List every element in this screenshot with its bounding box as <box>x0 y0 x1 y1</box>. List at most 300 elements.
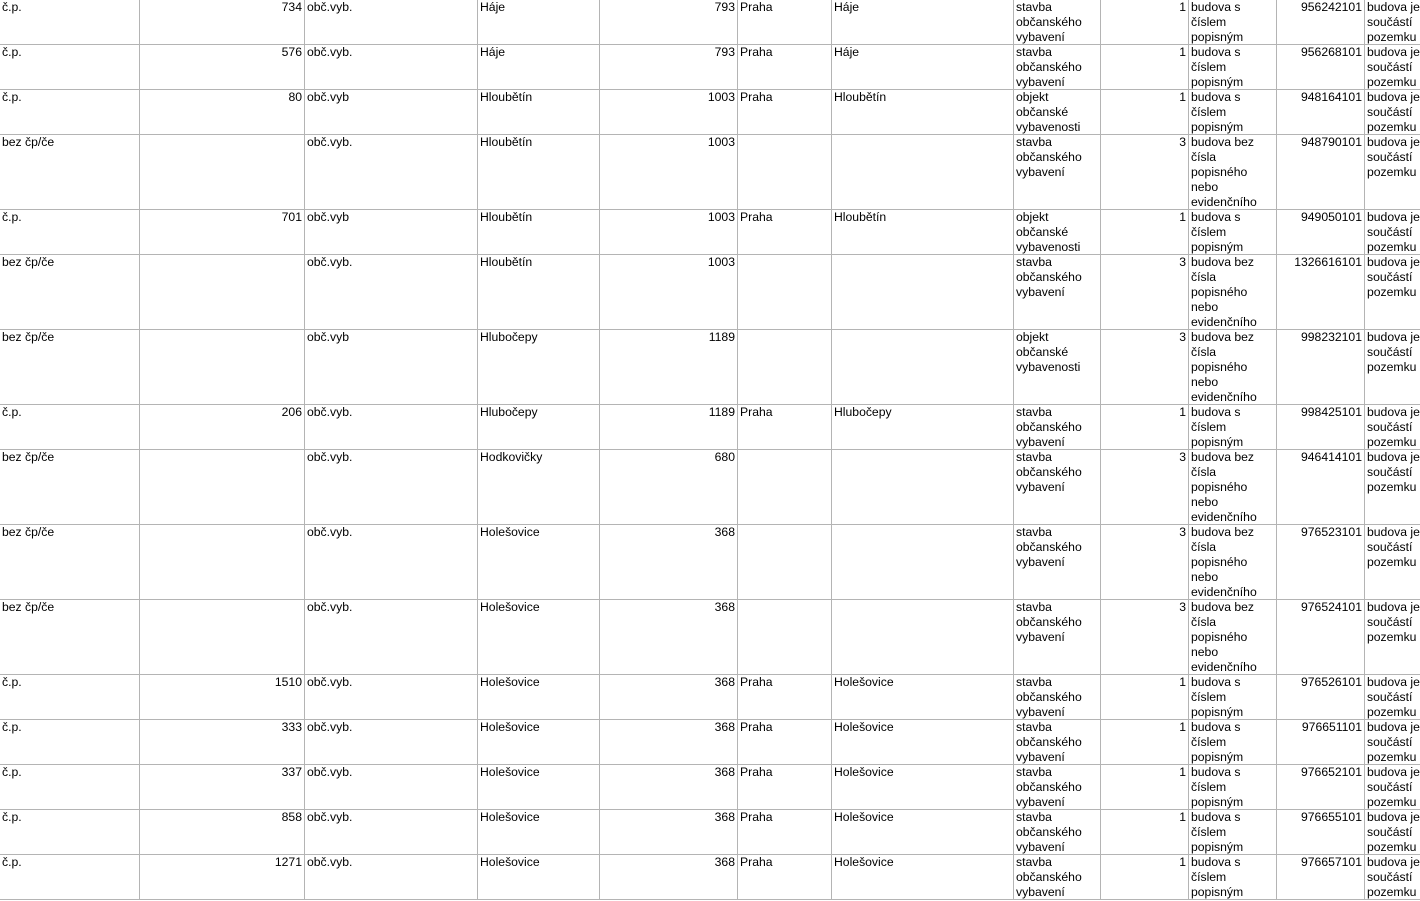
cell-type-code[interactable] <box>1101 525 1189 600</box>
cell-note[interactable] <box>1365 45 1420 90</box>
cell-usage-description[interactable] <box>1014 330 1101 405</box>
cell-building-type-text: bez čp/če <box>2 330 55 344</box>
cell-municipality[interactable] <box>738 405 832 450</box>
cell-building-code-text: 956242101 <box>1300 0 1362 14</box>
cell-type-code[interactable] <box>1101 450 1189 525</box>
cell-district-code-text: 368 <box>714 600 735 614</box>
cell-building-code-text: 949050101 <box>1300 210 1362 224</box>
cell-building-type[interactable] <box>0 720 140 765</box>
cell-note[interactable] <box>1365 765 1420 810</box>
cell-usage-short[interactable] <box>305 810 478 855</box>
cell-municipality[interactable] <box>738 810 832 855</box>
cell-district-name[interactable] <box>832 720 1014 765</box>
cell-note[interactable] <box>1365 720 1420 765</box>
cell-building-type[interactable] <box>0 450 140 525</box>
cell-building-code[interactable] <box>1277 600 1365 675</box>
cell-district-text: Holešovice <box>480 855 540 869</box>
cell-building-kind-text: budova s číslem popisným <box>1191 765 1244 809</box>
cell-type-code[interactable] <box>1101 600 1189 675</box>
cell-building-type[interactable] <box>0 135 140 210</box>
cell-building-code[interactable] <box>1277 90 1365 135</box>
cell-usage-short[interactable] <box>305 405 478 450</box>
cell-usage-description-text: stavba občanského vybavení <box>1016 855 1082 899</box>
cell-district-name-text: Hloubětín <box>834 210 887 224</box>
cell-district-code[interactable] <box>600 45 738 90</box>
cell-building-type-text: bez čp/če <box>2 600 55 614</box>
cell-type-code-text: 1 <box>1179 90 1186 104</box>
cell-building-code-text: 998232101 <box>1300 330 1362 344</box>
cell-district-name[interactable] <box>832 855 1014 900</box>
cell-municipality-text: Praha <box>740 810 773 824</box>
cell-district-name[interactable] <box>832 765 1014 810</box>
cell-municipality[interactable] <box>738 90 832 135</box>
cell-usage-description[interactable] <box>1014 135 1101 210</box>
cell-note-text: budova je součástí pozemku <box>1367 90 1420 134</box>
cell-district-name-text: Holešovice <box>834 675 894 689</box>
cell-municipality[interactable] <box>738 210 832 255</box>
cell-house-number[interactable] <box>140 45 305 90</box>
cell-usage-short[interactable] <box>305 855 478 900</box>
cell-usage-description[interactable] <box>1014 525 1101 600</box>
cell-district-code[interactable] <box>600 330 738 405</box>
cell-municipality[interactable] <box>738 765 832 810</box>
cell-note[interactable] <box>1365 135 1420 210</box>
cell-municipality[interactable] <box>738 675 832 720</box>
cell-building-kind[interactable] <box>1189 0 1277 45</box>
cell-district-code-text: 1003 <box>707 255 735 269</box>
cell-type-code[interactable] <box>1101 255 1189 330</box>
cell-building-type[interactable] <box>0 255 140 330</box>
cell-house-number-text: 576 <box>281 45 302 59</box>
cell-district-name[interactable] <box>832 0 1014 45</box>
cell-building-kind[interactable] <box>1189 405 1277 450</box>
cell-note[interactable] <box>1365 810 1420 855</box>
cell-building-kind[interactable] <box>1189 450 1277 525</box>
cell-building-type-text: č.p. <box>2 855 22 869</box>
cell-type-code[interactable] <box>1101 810 1189 855</box>
cell-note-text: budova je součástí pozemku <box>1367 675 1420 719</box>
cell-building-kind[interactable] <box>1189 90 1277 135</box>
cell-district-name[interactable] <box>832 210 1014 255</box>
cell-type-code[interactable] <box>1101 210 1189 255</box>
cell-house-number[interactable] <box>140 810 305 855</box>
cell-house-number-text <box>142 330 302 404</box>
cell-usage-short[interactable] <box>305 255 478 330</box>
cell-usage-short[interactable] <box>305 90 478 135</box>
cell-usage-description-text: stavba občanského vybavení <box>1016 405 1082 449</box>
cell-building-type[interactable] <box>0 0 140 45</box>
cell-type-code[interactable] <box>1101 765 1189 810</box>
cell-district-text: Háje <box>480 0 506 14</box>
cell-building-type[interactable] <box>0 810 140 855</box>
cell-district-name[interactable] <box>832 405 1014 450</box>
cell-note-text: budova je součástí pozemku <box>1367 45 1420 89</box>
cell-usage-description[interactable] <box>1014 210 1101 255</box>
cell-district-name[interactable] <box>832 600 1014 675</box>
cell-building-kind[interactable] <box>1189 855 1277 900</box>
cell-municipality[interactable] <box>738 330 832 405</box>
cell-building-code[interactable] <box>1277 45 1365 90</box>
cell-district[interactable] <box>478 600 600 675</box>
cell-house-number[interactable] <box>140 330 305 405</box>
cell-note-text: budova je součástí pozemku <box>1367 765 1420 809</box>
cell-building-kind-text: budova bez čísla popisného nebo evidenčního <box>1191 135 1257 209</box>
cell-district[interactable] <box>478 765 600 810</box>
cell-building-type[interactable] <box>0 45 140 90</box>
cell-municipality[interactable] <box>738 525 832 600</box>
cell-house-number[interactable] <box>140 90 305 135</box>
cell-type-code[interactable] <box>1101 330 1189 405</box>
cell-usage-description-text: stavba občanského vybavení <box>1016 525 1082 569</box>
cell-type-code[interactable] <box>1101 135 1189 210</box>
cell-building-type-text: č.p. <box>2 0 22 14</box>
cell-usage-description[interactable] <box>1014 765 1101 810</box>
cell-usage-description-text: objekt občanské vybavenosti <box>1016 90 1081 134</box>
cell-municipality-text <box>740 255 829 329</box>
cell-building-kind-text: budova bez čísla popisného nebo evidenčního <box>1191 330 1257 404</box>
cell-note[interactable] <box>1365 675 1420 720</box>
cell-note[interactable] <box>1365 0 1420 45</box>
cell-usage-description-text: stavba občanského vybavení <box>1016 255 1082 299</box>
cell-district[interactable] <box>478 855 600 900</box>
cell-district-code[interactable] <box>600 720 738 765</box>
cell-district-code[interactable] <box>600 135 738 210</box>
cell-usage-description[interactable] <box>1014 720 1101 765</box>
cell-district-name[interactable] <box>832 255 1014 330</box>
cell-usage-short[interactable] <box>305 45 478 90</box>
cell-district-code[interactable] <box>600 0 738 45</box>
cell-district-name[interactable] <box>832 450 1014 525</box>
cell-building-code[interactable] <box>1277 525 1365 600</box>
cell-usage-short-text: obč.vyb. <box>307 255 353 269</box>
cell-municipality[interactable] <box>738 450 832 525</box>
cell-building-code[interactable] <box>1277 675 1365 720</box>
cell-house-number-text <box>142 135 302 209</box>
cell-type-code-text: 1 <box>1179 720 1186 734</box>
cell-usage-short[interactable] <box>305 450 478 525</box>
cell-usage-description-text: stavba občanského vybavení <box>1016 675 1082 719</box>
cell-building-code[interactable] <box>1277 210 1365 255</box>
cell-district[interactable] <box>478 255 600 330</box>
cell-district-code-text: 1189 <box>708 330 735 344</box>
cell-district-code-text: 1189 <box>708 405 735 419</box>
cell-district-text: Hloubětín <box>480 90 533 104</box>
cell-building-type[interactable] <box>0 855 140 900</box>
cell-usage-description[interactable] <box>1014 0 1101 45</box>
cell-usage-short[interactable] <box>305 600 478 675</box>
cell-type-code-text: 1 <box>1179 210 1186 224</box>
cell-municipality-text <box>740 450 829 524</box>
cell-usage-short[interactable] <box>305 525 478 600</box>
cell-building-kind[interactable] <box>1189 675 1277 720</box>
cell-building-code-text: 946414101 <box>1300 450 1362 464</box>
cell-usage-description[interactable] <box>1014 855 1101 900</box>
cell-district[interactable] <box>478 0 600 45</box>
cell-usage-description-text: stavba občanského vybavení <box>1016 720 1082 764</box>
cell-house-number[interactable] <box>140 765 305 810</box>
cell-building-code-text: 998425101 <box>1300 405 1362 419</box>
cell-usage-short-text: obč.vyb. <box>307 675 353 689</box>
cell-building-kind[interactable] <box>1189 255 1277 330</box>
cell-district[interactable] <box>478 45 600 90</box>
cell-type-code[interactable] <box>1101 90 1189 135</box>
cell-usage-description[interactable] <box>1014 255 1101 330</box>
cell-usage-description-text: stavba občanského vybavení <box>1016 810 1082 854</box>
cell-district-code[interactable] <box>600 600 738 675</box>
cell-note-text: budova je součástí pozemku <box>1367 330 1420 374</box>
cell-district-name-text: Holešovice <box>834 810 894 824</box>
table-row <box>0 255 1420 330</box>
cell-district[interactable] <box>478 135 600 210</box>
cell-note[interactable] <box>1365 405 1420 450</box>
cell-district[interactable] <box>478 525 600 600</box>
cell-note[interactable] <box>1365 600 1420 675</box>
cell-building-type[interactable] <box>0 765 140 810</box>
cell-note[interactable] <box>1365 255 1420 330</box>
cell-district[interactable] <box>478 210 600 255</box>
cell-house-number-text: 337 <box>281 765 302 779</box>
table-row <box>0 0 1420 45</box>
cell-district-name[interactable] <box>832 675 1014 720</box>
cell-building-kind[interactable] <box>1189 525 1277 600</box>
cell-building-kind[interactable] <box>1189 810 1277 855</box>
cell-type-code-text: 1 <box>1179 45 1186 59</box>
cell-building-type-text: č.p. <box>2 675 22 689</box>
cell-district-code-text: 793 <box>714 45 735 59</box>
cell-usage-short[interactable] <box>305 720 478 765</box>
cell-house-number-text <box>142 450 302 524</box>
cell-usage-short-text: obč.vyb. <box>307 405 353 419</box>
cell-municipality-text: Praha <box>740 45 773 59</box>
cell-building-type[interactable] <box>0 330 140 405</box>
cell-district[interactable] <box>478 810 600 855</box>
cell-building-code[interactable] <box>1277 255 1365 330</box>
cell-building-code[interactable] <box>1277 135 1365 210</box>
cell-municipality-text: Praha <box>740 90 773 104</box>
cell-district-name[interactable] <box>832 45 1014 90</box>
cell-building-kind[interactable] <box>1189 330 1277 405</box>
cell-type-code-text: 3 <box>1179 600 1186 614</box>
cell-building-type[interactable] <box>0 210 140 255</box>
cell-usage-description[interactable] <box>1014 600 1101 675</box>
cell-municipality[interactable] <box>738 720 832 765</box>
cell-note[interactable] <box>1365 450 1420 525</box>
cell-district-code[interactable] <box>600 405 738 450</box>
cell-district-text: Holešovice <box>480 600 540 614</box>
cell-building-code[interactable] <box>1277 765 1365 810</box>
cell-note-text: budova je součástí pozemku <box>1367 255 1420 299</box>
cell-district-code[interactable] <box>600 255 738 330</box>
cell-building-type-text: č.p. <box>2 405 22 419</box>
cell-building-code[interactable] <box>1277 405 1365 450</box>
cell-type-code-text: 3 <box>1179 255 1186 269</box>
cell-district-code[interactable] <box>600 855 738 900</box>
cell-district-name[interactable] <box>832 135 1014 210</box>
cell-building-kind-text: budova s číslem popisným <box>1191 810 1244 854</box>
cell-building-kind[interactable] <box>1189 600 1277 675</box>
cell-district-text: Hloubětín <box>480 255 533 269</box>
cell-municipality-text <box>740 600 829 674</box>
cell-municipality-text: Praha <box>740 855 773 869</box>
cell-building-kind[interactable] <box>1189 765 1277 810</box>
cell-district[interactable] <box>478 450 600 525</box>
table-row <box>0 855 1420 900</box>
cell-usage-description[interactable] <box>1014 45 1101 90</box>
cell-district-code[interactable] <box>600 810 738 855</box>
cell-note[interactable] <box>1365 330 1420 405</box>
cell-building-type[interactable] <box>0 405 140 450</box>
cell-district[interactable] <box>478 720 600 765</box>
cell-type-code[interactable] <box>1101 855 1189 900</box>
cell-district-name-text: Hlubočepy <box>834 405 892 419</box>
cell-type-code[interactable] <box>1101 720 1189 765</box>
cell-house-number[interactable] <box>140 0 305 45</box>
cell-building-type[interactable] <box>0 675 140 720</box>
cell-usage-description[interactable] <box>1014 675 1101 720</box>
cell-house-number[interactable] <box>140 450 305 525</box>
cell-house-number[interactable] <box>140 135 305 210</box>
table-row <box>0 600 1420 675</box>
cell-house-number[interactable] <box>140 675 305 720</box>
cell-house-number[interactable] <box>140 255 305 330</box>
table-row <box>0 525 1420 600</box>
cell-note[interactable] <box>1365 90 1420 135</box>
cell-usage-short-text: obč.vyb. <box>307 0 353 14</box>
cell-type-code-text: 1 <box>1179 675 1186 689</box>
cell-house-number[interactable] <box>140 525 305 600</box>
cell-building-code-text: 948790101 <box>1300 135 1362 149</box>
cell-building-kind[interactable] <box>1189 720 1277 765</box>
cell-usage-short-text: obč.vyb. <box>307 45 353 59</box>
cell-usage-short[interactable] <box>305 675 478 720</box>
cell-usage-description[interactable] <box>1014 90 1101 135</box>
cell-municipality[interactable] <box>738 600 832 675</box>
cell-district-code[interactable] <box>600 90 738 135</box>
cell-municipality[interactable] <box>738 135 832 210</box>
cell-district-code[interactable] <box>600 765 738 810</box>
cell-district[interactable] <box>478 405 600 450</box>
cell-building-type-text: č.p. <box>2 765 22 779</box>
cell-house-number[interactable] <box>140 600 305 675</box>
cell-house-number[interactable] <box>140 405 305 450</box>
cell-district-name[interactable] <box>832 90 1014 135</box>
cell-building-kind[interactable] <box>1189 210 1277 255</box>
cell-building-type[interactable] <box>0 90 140 135</box>
cell-usage-short[interactable] <box>305 135 478 210</box>
cell-house-number-text: 1271 <box>274 855 302 869</box>
cell-district-code-text: 368 <box>714 525 735 539</box>
cell-usage-short-text: obč.vyb. <box>307 135 353 149</box>
cell-note-text: budova je součástí pozemku <box>1367 210 1420 254</box>
cell-usage-description[interactable] <box>1014 450 1101 525</box>
cell-usage-description[interactable] <box>1014 405 1101 450</box>
cell-municipality[interactable] <box>738 855 832 900</box>
cell-district-code-text: 1003 <box>707 135 735 149</box>
cell-district-name[interactable] <box>832 330 1014 405</box>
cell-district-text: Hloubětín <box>480 210 533 224</box>
cell-district-name[interactable] <box>832 810 1014 855</box>
cell-note[interactable] <box>1365 525 1420 600</box>
cell-note[interactable] <box>1365 855 1420 900</box>
cell-type-code[interactable] <box>1101 405 1189 450</box>
cell-house-number[interactable] <box>140 855 305 900</box>
cell-district[interactable] <box>478 90 600 135</box>
cell-usage-short[interactable] <box>305 330 478 405</box>
table-row <box>0 675 1420 720</box>
cell-usage-description-text: stavba občanského vybavení <box>1016 765 1082 809</box>
cell-usage-short-text: obč.vyb. <box>307 600 353 614</box>
cell-house-number[interactable] <box>140 210 305 255</box>
cell-type-code[interactable] <box>1101 0 1189 45</box>
cell-municipality-text <box>740 135 829 209</box>
cell-building-type[interactable] <box>0 600 140 675</box>
cell-building-code-text: 976652101 <box>1300 765 1362 779</box>
cell-house-number-text: 734 <box>281 0 302 14</box>
cell-house-number[interactable] <box>140 720 305 765</box>
cell-municipality[interactable] <box>738 255 832 330</box>
cell-usage-short[interactable] <box>305 210 478 255</box>
cell-building-kind[interactable] <box>1189 135 1277 210</box>
table-row <box>0 810 1420 855</box>
cell-district-code-text: 368 <box>714 675 735 689</box>
cell-building-code-text: 1326616101 <box>1294 255 1362 269</box>
cell-usage-short-text: obč.vyb <box>307 330 350 344</box>
cell-type-code[interactable] <box>1101 45 1189 90</box>
cell-district-name-text <box>834 600 1011 674</box>
cell-building-kind[interactable] <box>1189 45 1277 90</box>
cell-building-kind-text: budova s číslem popisným <box>1191 405 1244 449</box>
cell-usage-description[interactable] <box>1014 810 1101 855</box>
cell-building-kind-text: budova s číslem popisným <box>1191 720 1244 764</box>
cell-district-name-text: Holešovice <box>834 765 894 779</box>
cell-building-code[interactable] <box>1277 450 1365 525</box>
cell-note[interactable] <box>1365 210 1420 255</box>
cell-type-code[interactable] <box>1101 675 1189 720</box>
cell-district[interactable] <box>478 675 600 720</box>
cell-district-code[interactable] <box>600 525 738 600</box>
cell-district-code[interactable] <box>600 450 738 525</box>
cell-municipality[interactable] <box>738 45 832 90</box>
cell-building-code[interactable] <box>1277 0 1365 45</box>
cell-municipality-text: Praha <box>740 675 773 689</box>
cell-municipality[interactable] <box>738 0 832 45</box>
cell-building-code[interactable] <box>1277 330 1365 405</box>
cell-building-code[interactable] <box>1277 855 1365 900</box>
cell-building-type[interactable] <box>0 525 140 600</box>
cell-usage-description-text: stavba občanského vybavení <box>1016 0 1082 44</box>
cell-district-code-text: 1003 <box>707 90 735 104</box>
cell-building-kind-text: budova s číslem popisným <box>1191 90 1244 134</box>
cell-district-name-text <box>834 255 1011 329</box>
cell-district-code[interactable] <box>600 210 738 255</box>
table-row <box>0 765 1420 810</box>
cell-building-code[interactable] <box>1277 720 1365 765</box>
cell-building-kind-text: budova bez čísla popisného nebo evidenčního <box>1191 525 1257 599</box>
cell-municipality-text <box>740 525 829 599</box>
cell-house-number-text: 333 <box>281 720 302 734</box>
cell-building-code[interactable] <box>1277 810 1365 855</box>
cell-type-code-text: 1 <box>1179 810 1186 824</box>
cell-usage-short[interactable] <box>305 765 478 810</box>
cell-usage-short[interactable] <box>305 0 478 45</box>
cell-district[interactable] <box>478 330 600 405</box>
cell-usage-description-text: stavba občanského vybavení <box>1016 450 1082 494</box>
cell-district-name[interactable] <box>832 525 1014 600</box>
cell-district-code[interactable] <box>600 675 738 720</box>
cell-building-code-text: 976651101 <box>1301 720 1362 734</box>
cell-house-number-text <box>142 255 302 329</box>
cell-district-name-text: Hloubětín <box>834 90 887 104</box>
